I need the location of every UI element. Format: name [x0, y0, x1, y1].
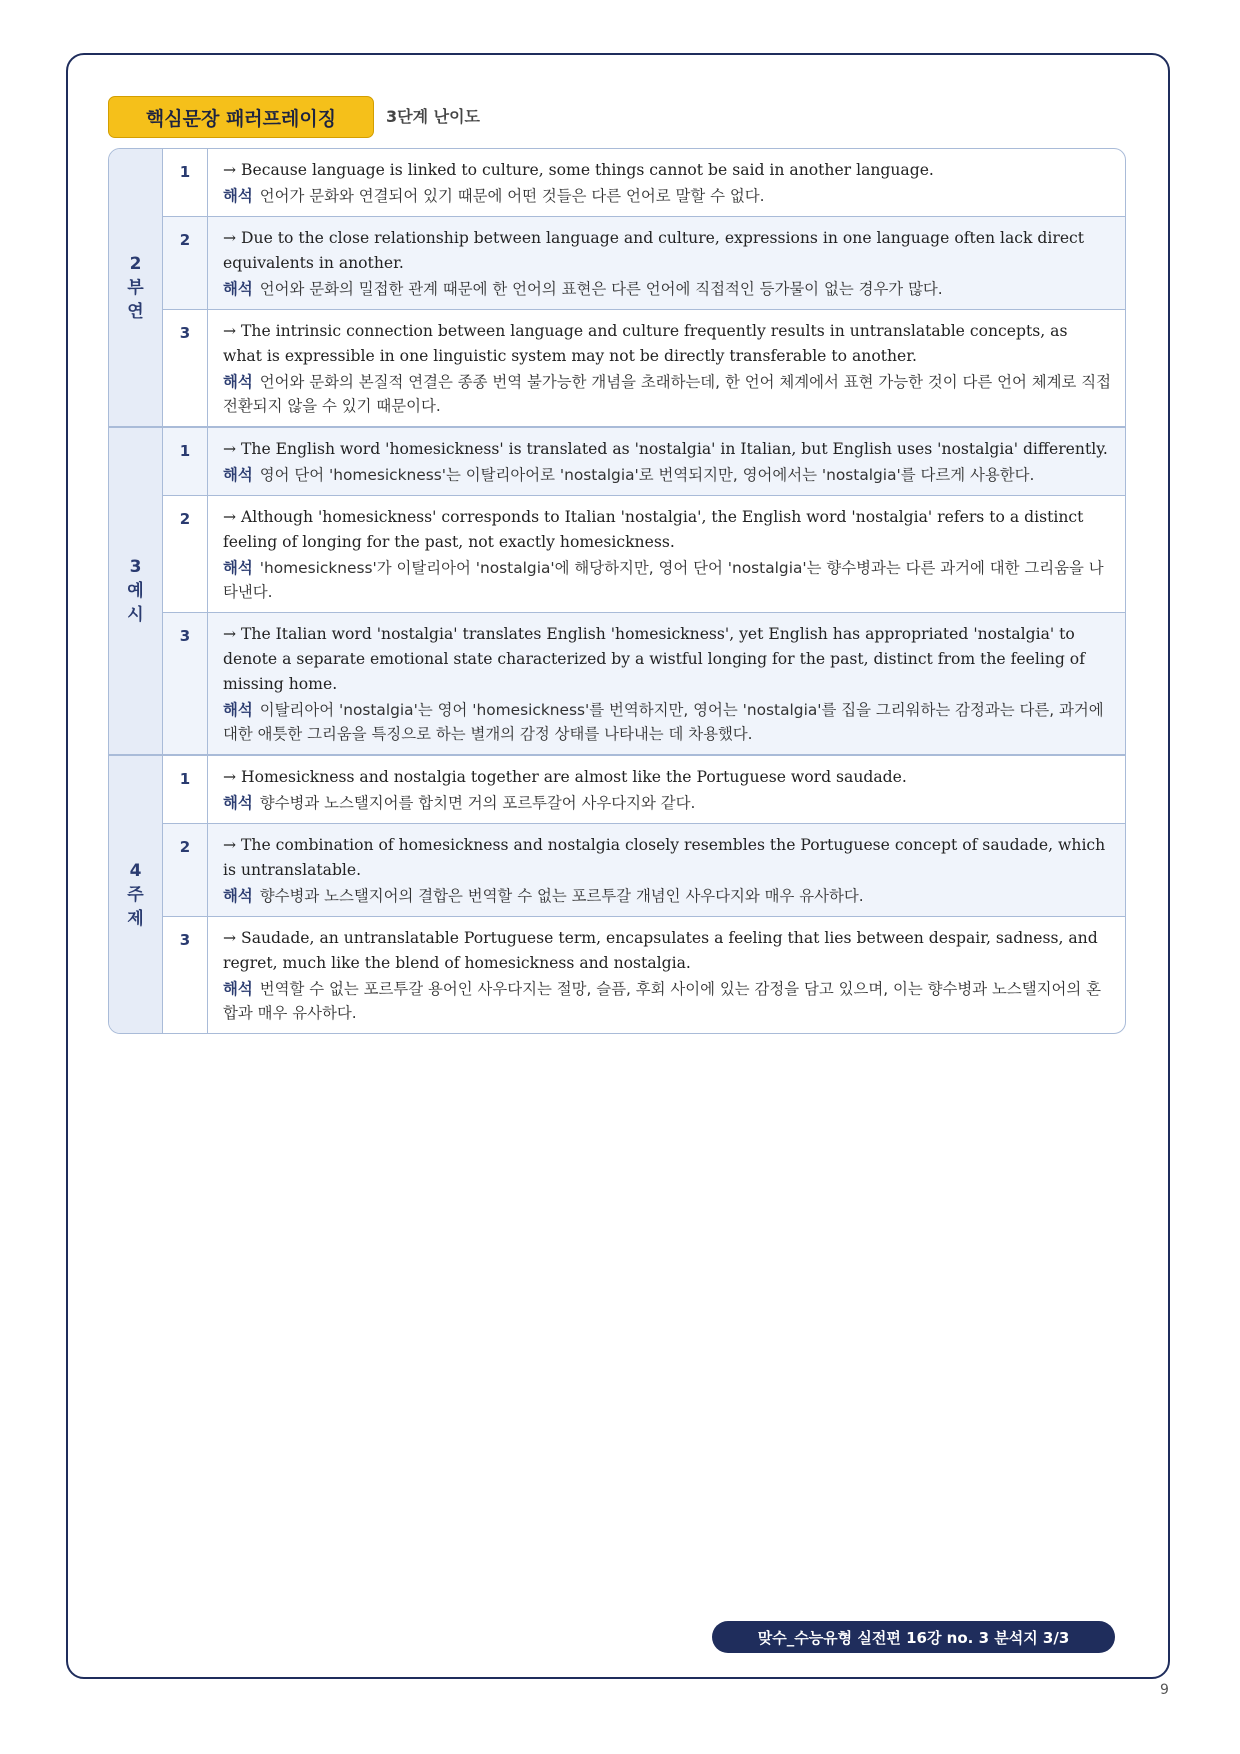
korean-translation: 언어와 문화의 밀접한 관계 때문에 한 언어의 표현은 다른 언어에 직접적인 등가물이 없는 경우가 많다. [259, 280, 943, 298]
section-3 [109, 428, 1125, 756]
english-sentence: → The intrinsic connection between language and culture frequently results in untranslatable concepts, as what is expressible in one linguistic system may not be directly transferable to another. [223, 322, 1068, 365]
section-4 [109, 756, 1125, 1033]
translation-label: 해석 [223, 887, 253, 905]
translation-label: 해석 [223, 373, 253, 391]
page-number: 9 [1160, 1682, 1169, 1698]
translation-label: 해석 [223, 280, 253, 298]
english-sentence: → The combination of homesickness and nostalgia closely resembles the Portuguese concept of saudade, which is untranslatable. [223, 836, 1106, 879]
section-title-badge: 핵심문장 패러프레이징 [108, 96, 374, 138]
table-row [163, 217, 1125, 310]
translation-label: 해석 [223, 980, 253, 998]
english-sentence: → The English word 'homesickness' is translated as 'nostalgia' in Italian, but English uses 'nostalgia' differently. [223, 440, 1108, 458]
section-label-char: 4 [129, 860, 142, 881]
table-row [163, 917, 1125, 1033]
row-number: 2 [163, 496, 208, 612]
section-label-char: 제 [127, 908, 144, 929]
difficulty-level: 3단계 난이도 [386, 107, 480, 126]
row-number: 3 [163, 613, 208, 754]
section-label [109, 428, 163, 754]
korean-translation: 언어가 문화와 연결되어 있기 때문에 어떤 것들은 다른 언어로 말할 수 없다. [259, 187, 765, 205]
table-row [163, 756, 1125, 824]
table-row [163, 613, 1125, 754]
section-label [109, 756, 163, 1033]
row-number: 3 [163, 310, 208, 426]
section-label-char: 연 [127, 301, 144, 322]
english-sentence: → Homesickness and nostalgia together are almost like the Portuguese word saudade. [223, 768, 907, 786]
table-row [163, 310, 1125, 426]
korean-translation: 언어와 문화의 본질적 연결은 종종 번역 불가능한 개념을 초래하는데, 한 언어 체계에서 표현 가능한 것이 다른 언어 체계로 직접 전환되지 않을 수 있기 때문이다. [223, 373, 1111, 415]
english-sentence: → Because language is linked to culture, some things cannot be said in another language. [223, 161, 934, 179]
section-label-char: 시 [127, 605, 144, 625]
table-row [163, 496, 1125, 613]
row-number: 2 [163, 824, 208, 916]
row-number: 1 [163, 756, 208, 823]
table-row [163, 428, 1125, 496]
english-sentence: → Saudade, an untranslatable Portuguese term, encapsulates a feeling that lies between despair, sadness, and regret, much like the blend of homesickness and nostalgia. [223, 929, 1098, 972]
translation-label: 해석 [223, 559, 253, 577]
translation-label: 해석 [223, 794, 253, 812]
section-label [109, 149, 163, 426]
korean-translation: 영어 단어 'homesickness'는 이탈리아어로 'nostalgia'로 번역되지만, 영어에서는 'nostalgia'를 다르게 사용한다. [259, 466, 1035, 484]
translation-label: 해석 [223, 187, 253, 205]
korean-translation: 번역할 수 없는 포르투갈 용어인 사우다지는 절망, 슬픔, 후회 사이에 있는 감정을 담고 있으며, 이는 향수병과 노스탤지어의 혼합과 매우 유사하다. [223, 980, 1101, 1022]
section-2 [109, 149, 1125, 428]
korean-translation: 향수병과 노스탤지어를 합치면 거의 포르투갈어 사우다지와 같다. [259, 794, 696, 812]
paraphrase-table [108, 148, 1126, 1034]
translation-label: 해석 [223, 466, 253, 484]
section-label-char: 3 [129, 557, 142, 577]
footer-badge: 맞수_수능유형 실전편 16강 no. 3 분석지 3/3 [712, 1621, 1115, 1653]
row-number: 1 [163, 428, 208, 495]
english-sentence: → The Italian word 'nostalgia' translates English 'homesickness', yet English has appropriated 'nostalgia' to denote a separate emotional state characterized by a wistful longing for the past, distinct from the feeling of missing home. [223, 625, 1085, 693]
table-row [163, 824, 1125, 917]
table-row [163, 149, 1125, 217]
section-label-char: 주 [127, 884, 144, 905]
section-label-char: 부 [127, 277, 144, 298]
korean-translation: 'homesickness'가 이탈리아어 'nostalgia'에 해당하지만, 영어 단어 'nostalgia'는 향수병과는 다른 과거에 대한 그리움을 나타낸다. [223, 559, 1104, 601]
row-number: 2 [163, 217, 208, 309]
english-sentence: → Due to the close relationship between language and culture, expressions in one language often lack direct equivalents in another. [223, 229, 1085, 272]
row-number: 3 [163, 917, 208, 1033]
korean-translation: 이탈리아어 'nostalgia'는 영어 'homesickness'를 번역하지만, 영어는 'nostalgia'를 집을 그리워하는 감정과는 다른, 과거에 대한 애틋한 그리움을 특징으로 하는 별개의 감정 상태를 나타내는 데 차용했다. [223, 701, 1104, 743]
korean-translation: 향수병과 노스탤지어의 결합은 번역할 수 없는 포르투갈 개념인 사우다지와 매우 유사하다. [259, 887, 864, 905]
english-sentence: → Although 'homesickness' corresponds to Italian 'nostalgia', the English word 'nostalgia' refers to a distinct feeling of longing for the past, not exactly homesickness. [223, 508, 1084, 551]
translation-label: 해석 [223, 701, 253, 719]
section-label-char: 2 [129, 253, 142, 274]
row-number: 1 [163, 149, 208, 216]
section-label-char: 예 [127, 581, 144, 601]
